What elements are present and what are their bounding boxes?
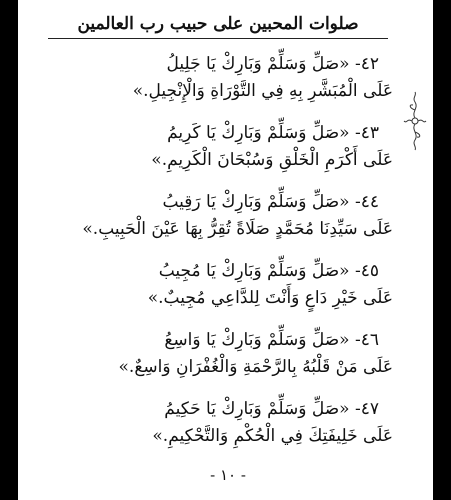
page-number: - ١٠ - [210, 466, 246, 484]
blessing-invocation: ٤٢- «صَلِّ وَسَلِّمْ وَبَارِكْ يَا جَلِيلُ [166, 54, 379, 74]
blessing-entry [48, 192, 393, 261]
blessing-completion: عَلَى الْمُبَشَّرِ بِهِ فِي التَّوْرَاةِ وَالْإِنْجِيلِ.» [132, 81, 393, 101]
blessing-completion: عَلَى خَلِيفَتِكَ فِي الْحُكْمِ وَالتَّحْكِيمِ.» [152, 426, 393, 446]
floral-ornament-icon [403, 90, 427, 152]
blessing-entry [48, 399, 393, 468]
blessing-entry [48, 261, 393, 330]
blessings-list [48, 54, 393, 468]
blessing-invocation: ٤٥- «صَلِّ وَسَلِّمْ وَبَارِكْ يَا مُجِيبُ [158, 261, 379, 281]
blessing-entry [48, 330, 393, 399]
blessing-invocation: ٤٦- «صَلِّ وَسَلِّمْ وَبَارِكْ يَا وَاسِعُ [164, 330, 379, 350]
blessing-completion: عَلَى خَيْرِ دَاعٍ وَأَنْتَ لِلدَّاعِي مُجِيبٌ.» [147, 288, 393, 308]
blessing-completion: عَلَى أَكْرَمِ الْخَلْقِ وَسُبْحَانَ الْكَرِيمِ.» [151, 150, 393, 170]
document-page [18, 0, 433, 500]
blessing-completion: عَلَى مَنْ قَلْبُهُ بِالرَّحْمَةِ وَالْغُفْرَانِ وَاسِعٌ.» [118, 357, 393, 377]
blessing-invocation: ٤٤- «صَلِّ وَسَلِّمْ وَبَارِكْ يَا رَقِيبُ [162, 192, 379, 212]
blessing-completion: عَلَى سَيِّدِنَا مُحَمَّدٍ صَلَاةً تُقِرُّ بِهَا عَيْنَ الْحَبِيبِ.» [82, 219, 393, 239]
blessing-entry [48, 54, 393, 123]
blessing-invocation: ٤٣- «صَلِّ وَسَلِّمْ وَبَارِكْ يَا كَرِيمُ [167, 123, 379, 143]
page-header: صلوات المحبين على حبيب رب العالمين [48, 10, 388, 39]
blessing-invocation: ٤٧- «صَلِّ وَسَلِّمْ وَبَارِكْ يَا حَكِيمُ [164, 399, 379, 419]
blessing-entry [48, 123, 393, 192]
